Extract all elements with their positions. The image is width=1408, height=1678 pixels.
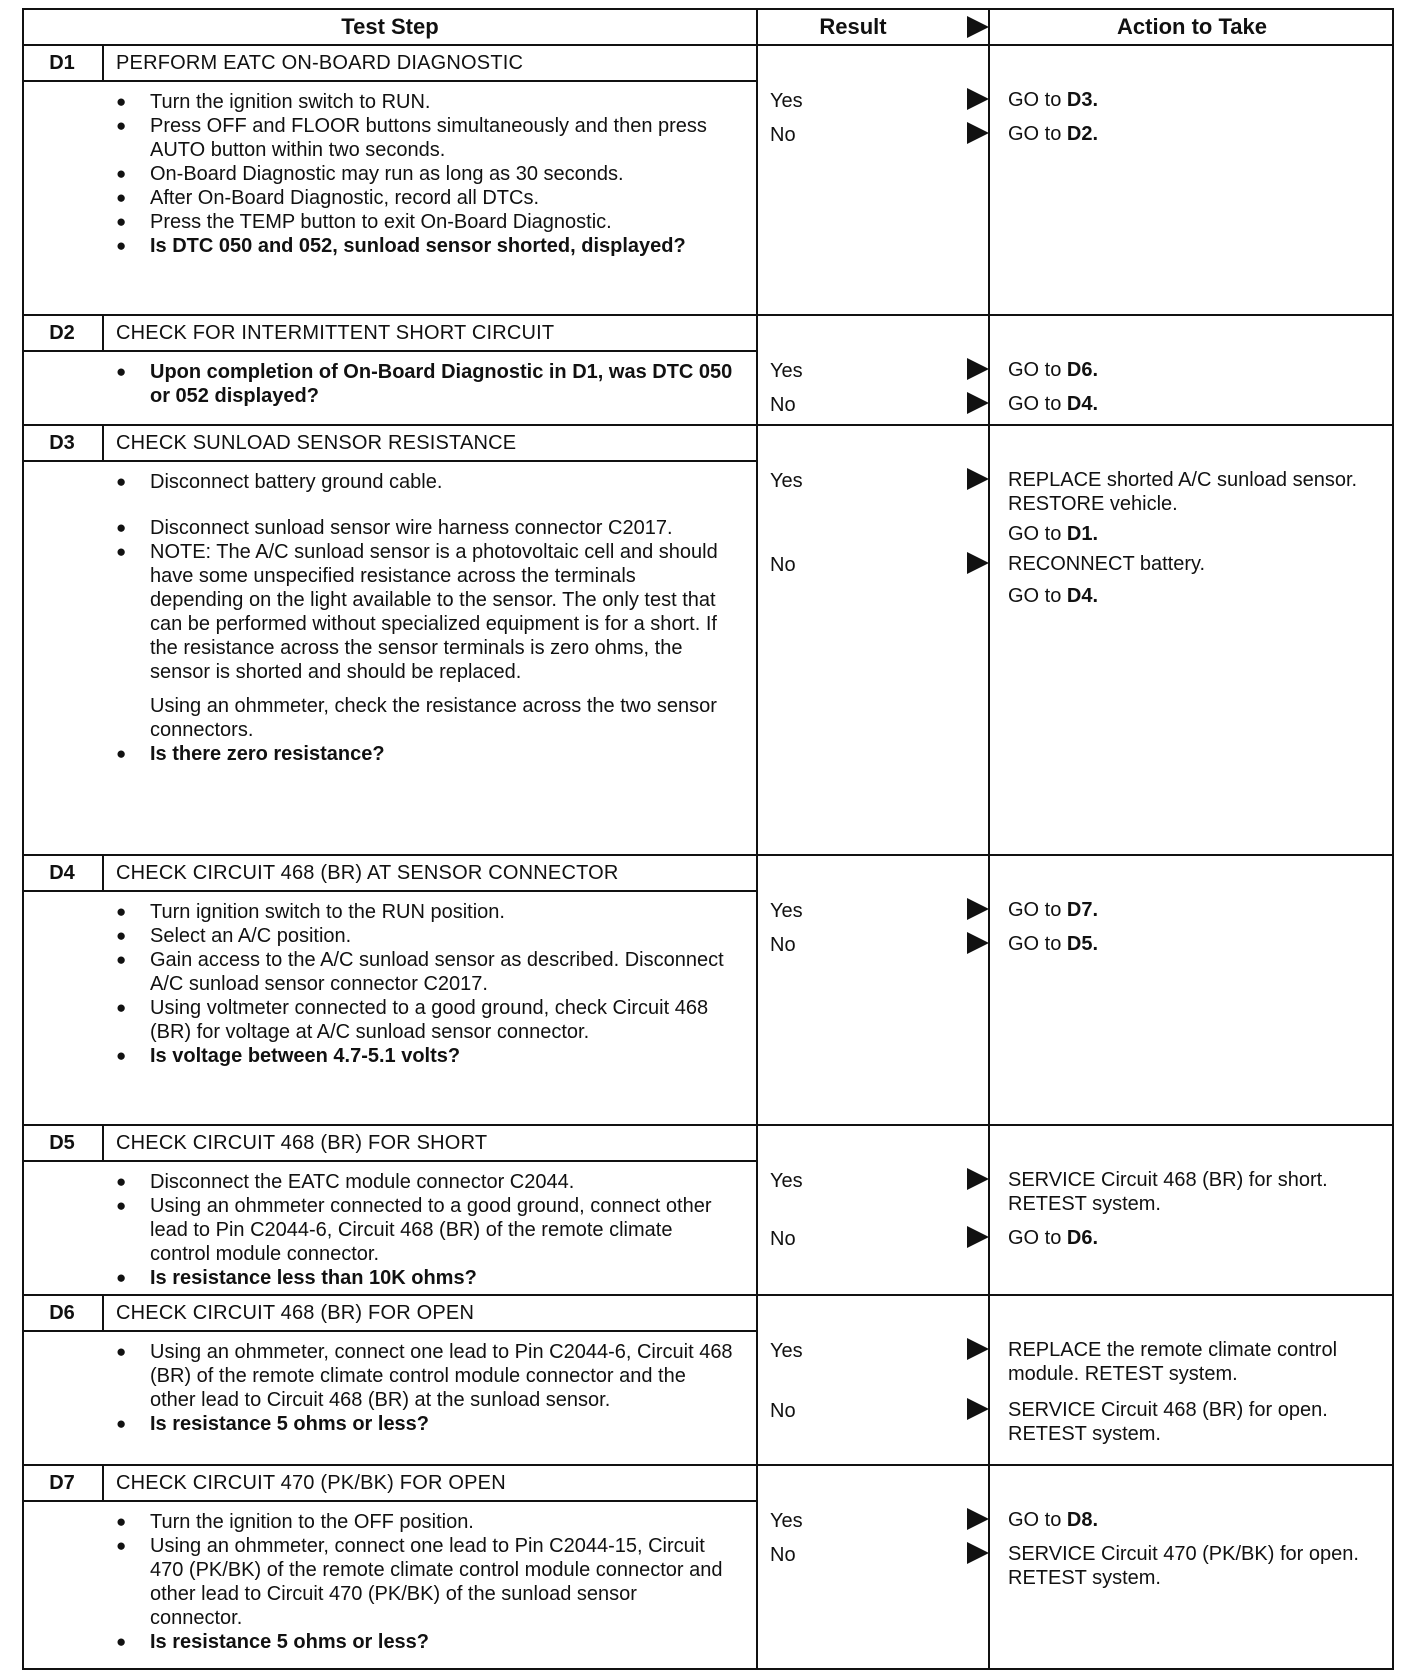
step-item: ● Using an ohmmeter, connect one lead to Pin C2044-6, Circuit 468 (BR) of the remote climate control module connector and the other lead to Circuit 468 (BR) at the sunload sensor.: [114, 1340, 734, 1412]
action-no: [1008, 552, 1368, 608]
arrow-icon: [967, 358, 989, 380]
action-ref: D4.: [1066, 585, 1099, 607]
action-no: [1008, 1542, 1378, 1590]
code-divider: [102, 1296, 104, 1330]
action-text: GO to: [1008, 1227, 1067, 1249]
action-no: [1008, 392, 1098, 416]
action-text: GO to: [1008, 523, 1067, 545]
step-title: CHECK CIRCUIT 468 (BR) FOR SHORT: [116, 1131, 488, 1154]
arrow-icon: [967, 898, 989, 920]
result-yes: Yes: [770, 900, 803, 922]
result-no: No: [770, 124, 796, 146]
action-no: [1008, 932, 1098, 956]
step-item: ● Disconnect sunload sensor wire harness connector C2017.: [114, 516, 734, 540]
action-text: SERVICE Circuit 470 (PK/BK) for open. RETEST system.: [1008, 1543, 1359, 1589]
action-yes: [1008, 468, 1368, 546]
step-code: D7: [49, 1471, 75, 1494]
step-question: ● Upon completion of On-Board Diagnostic in D1, was DTC 050 or 052 displayed?: [114, 360, 734, 408]
result-yes: Yes: [770, 1340, 803, 1362]
step-item: ● Gain access to the A/C sunload sensor as described. Disconnect A/C sunload sensor connector C2017.: [114, 948, 734, 996]
result-no: No: [770, 1228, 796, 1250]
step-item: ● On-Board Diagnostic may run as long as 30 seconds.: [114, 162, 734, 186]
action-text: GO to: [1008, 359, 1067, 381]
step-question: ● Is resistance less than 10K ohms?: [114, 1266, 734, 1290]
arrow-icon: [967, 1542, 989, 1564]
result-no: No: [770, 934, 796, 956]
action-ref: D7.: [1066, 899, 1099, 921]
code-divider: [102, 1126, 104, 1160]
action-text: SERVICE Circuit 468 (BR) for open. RETEST system.: [1008, 1399, 1328, 1445]
action-text: REPLACE shorted A/C sunload sensor. RESTORE vehicle.: [1008, 469, 1358, 515]
header-result: Result: [819, 14, 887, 39]
step-list: [114, 1510, 734, 1654]
action-text: GO to: [1008, 1509, 1067, 1531]
step-item: ● Turn the ignition switch to RUN.: [114, 90, 734, 114]
step-title: CHECK SUNLOAD SENSOR RESISTANCE: [116, 431, 517, 454]
arrow-icon: [967, 88, 989, 110]
step-item: ● Using voltmeter connected to a good ground, check Circuit 468 (BR) for voltage at A/C sunload sensor connector.: [114, 996, 734, 1044]
frame-bottom: [22, 1668, 1394, 1670]
step-code: D4: [49, 861, 75, 884]
column-divider-action: [988, 8, 990, 1670]
action-text: SERVICE Circuit 468 (BR) for short. RETEST system.: [1008, 1169, 1328, 1215]
code-divider: [102, 856, 104, 890]
title-rule: [22, 890, 756, 892]
step-list: [114, 900, 734, 1068]
result-no: No: [770, 394, 796, 416]
header-arrow-icon: [967, 16, 989, 38]
step-question: ● Is there zero resistance?: [114, 742, 734, 766]
step-item: ● Select an A/C position.: [114, 924, 734, 948]
arrow-icon: [967, 1398, 989, 1420]
arrow-icon: [967, 932, 989, 954]
result-yes: Yes: [770, 90, 803, 112]
step-title: PERFORM EATC ON-BOARD DIAGNOSTIC: [116, 51, 524, 74]
arrow-icon: [967, 1226, 989, 1248]
step-title: CHECK CIRCUIT 470 (PK/BK) FOR OPEN: [116, 1471, 506, 1494]
action-no: [1008, 1226, 1098, 1250]
result-yes: Yes: [770, 1510, 803, 1532]
header-action: Action to Take: [1117, 14, 1267, 39]
step-item: ● After On-Board Diagnostic, record all DTCs.: [114, 186, 734, 210]
title-rule: [22, 1500, 756, 1502]
step-code: D6: [49, 1301, 75, 1324]
header-test-step: Test Step: [341, 14, 439, 39]
step-item: ● Press OFF and FLOOR buttons simultaneously and then press AUTO button within two seconds.: [114, 114, 734, 162]
title-rule: [22, 80, 756, 82]
code-divider: [102, 46, 104, 80]
title-rule: [22, 460, 756, 462]
code-divider: [102, 316, 104, 350]
action-text: GO to: [1008, 585, 1067, 607]
step-code: D2: [49, 321, 75, 344]
step-list: [114, 470, 734, 766]
arrow-icon: [967, 392, 989, 414]
step-item: ● Turn ignition switch to the RUN position.: [114, 900, 734, 924]
step-code: D3: [49, 431, 75, 454]
action-no: [1008, 122, 1098, 146]
arrow-icon: [967, 552, 989, 574]
step-item: ● Using an ohmmeter connected to a good ground, connect other lead to Pin C2044-6, Circuit 468 (BR) of the remote climate control module connector.: [114, 1194, 734, 1266]
step-question: ● Is voltage between 4.7-5.1 volts?: [114, 1044, 734, 1068]
step-list: [114, 90, 734, 258]
arrow-icon: [967, 468, 989, 490]
step-title: CHECK CIRCUIT 468 (BR) FOR OPEN: [116, 1301, 475, 1324]
step-list: [114, 1340, 734, 1436]
step-item: ● Turn the ignition to the OFF position.: [114, 1510, 734, 1534]
frame-top: [22, 8, 1394, 10]
action-text: REPLACE the remote climate control module. RETEST system.: [1008, 1339, 1338, 1385]
action-ref: D2.: [1066, 123, 1099, 145]
step-item: ● Press the TEMP button to exit On-Board Diagnostic.: [114, 210, 734, 234]
action-yes: [1008, 88, 1098, 112]
arrow-icon: [967, 1338, 989, 1360]
arrow-icon: [967, 1168, 989, 1190]
action-ref: D4.: [1066, 393, 1099, 415]
action-yes: [1008, 1168, 1368, 1216]
action-yes: [1008, 1338, 1378, 1386]
step-code: D1: [49, 51, 75, 74]
step-item: ● NOTE: The A/C sunload sensor is a photovoltaic cell and should have some unspecified resistance across the terminals depending on the light available to the sensor. The only test that can be performed without specialized equipment is for a short. If the resistance across the sensor terminals is zero ohms, the sensor is shorted and should be replaced.: [114, 540, 734, 684]
action-ref: D5.: [1066, 933, 1099, 955]
step-item: ● Disconnect battery ground cable.: [114, 470, 734, 494]
result-yes: Yes: [770, 360, 803, 382]
result-yes: Yes: [770, 470, 803, 492]
action-goto: [1008, 522, 1368, 546]
result-no: No: [770, 554, 796, 576]
step-question: ● Is DTC 050 and 052, sunload sensor shorted, displayed?: [114, 234, 734, 258]
action-ref: D3.: [1066, 89, 1099, 111]
action-text: GO to: [1008, 393, 1067, 415]
frame-right: [1392, 8, 1394, 1670]
action-ref: D8.: [1066, 1509, 1099, 1531]
diagnostic-table: [22, 8, 1394, 1670]
result-no: No: [770, 1400, 796, 1422]
step-item: ● Disconnect the EATC module connector C2044.: [114, 1170, 734, 1194]
action-ref: D6.: [1066, 1227, 1099, 1249]
title-rule: [22, 1330, 756, 1332]
step-question: ● Is resistance 5 ohms or less?: [114, 1630, 734, 1654]
step-item: ● Using an ohmmeter, connect one lead to Pin C2044-15, Circuit 470 (PK/BK) of the remote climate control module connector and other lead to Circuit 470 (PK/BK) of the sunload sensor connector.: [114, 1534, 734, 1630]
action-text: RECONNECT battery.: [1008, 553, 1206, 575]
frame-left: [22, 8, 24, 1670]
arrow-icon: [967, 1508, 989, 1530]
title-rule: [22, 350, 756, 352]
column-divider-result: [756, 8, 758, 1670]
action-yes: [1008, 358, 1098, 382]
step-list: [114, 1170, 734, 1290]
result-no: No: [770, 1544, 796, 1566]
code-divider: [102, 426, 104, 460]
step-question: ● Is resistance 5 ohms or less?: [114, 1412, 734, 1436]
action-yes: [1008, 898, 1098, 922]
title-rule: [22, 1160, 756, 1162]
step-list: [114, 360, 734, 408]
step-title: CHECK FOR INTERMITTENT SHORT CIRCUIT: [116, 321, 555, 344]
action-text: GO to: [1008, 89, 1067, 111]
result-yes: Yes: [770, 1170, 803, 1192]
action-text: GO to: [1008, 899, 1067, 921]
step-code: D5: [49, 1131, 75, 1154]
action-ref: D6.: [1066, 359, 1099, 381]
code-divider: [102, 1466, 104, 1500]
action-yes: [1008, 1508, 1098, 1532]
action-goto: [1008, 584, 1368, 608]
action-ref: D1.: [1066, 523, 1099, 545]
action-text: GO to: [1008, 123, 1067, 145]
action-no: [1008, 1398, 1368, 1446]
step-title: CHECK CIRCUIT 468 (BR) AT SENSOR CONNECTOR: [116, 861, 619, 884]
step-item: Using an ohmmeter, check the resistance across the two sensor connectors.: [150, 695, 717, 741]
action-text: GO to: [1008, 933, 1067, 955]
arrow-icon: [967, 122, 989, 144]
